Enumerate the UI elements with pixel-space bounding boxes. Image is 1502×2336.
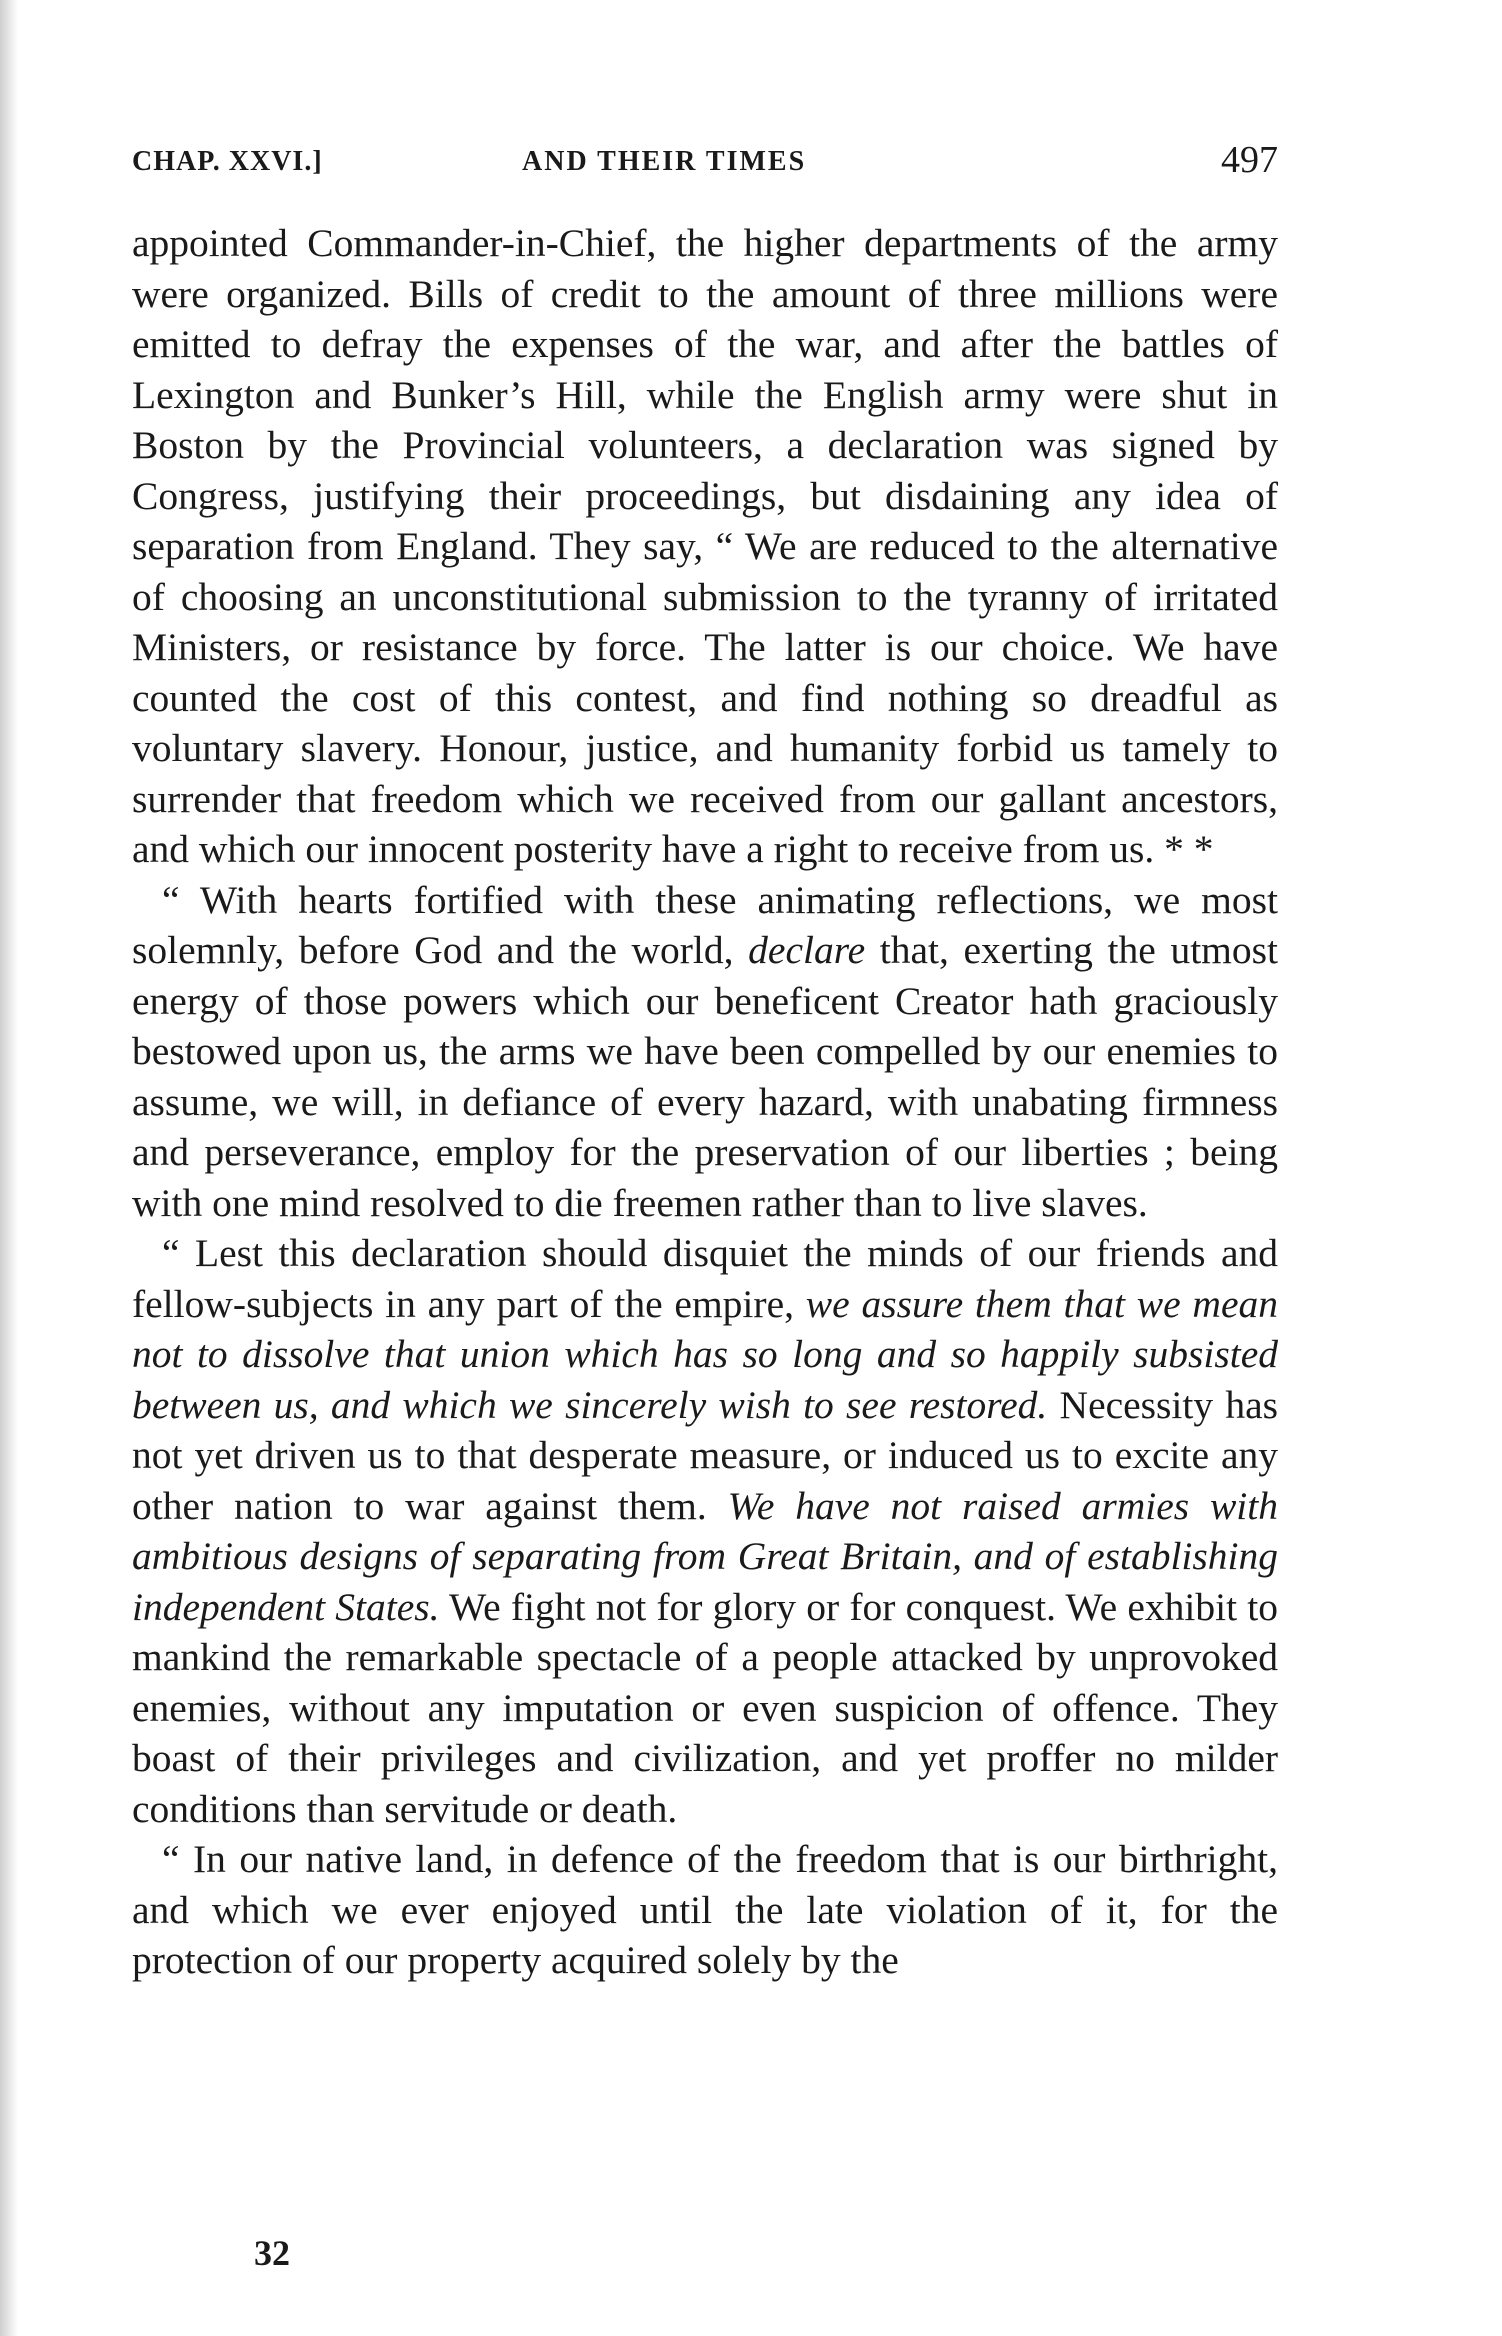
running-header: [132, 138, 1278, 188]
text-segment: “ In our native land, in defence of the freedom that is our birthright, and which we ever enjoyed until the late violation of it, for the protection of our property acquired solely by the: [132, 1837, 1278, 1982]
page-number: 497: [1221, 139, 1278, 181]
paragraph: [132, 1834, 1278, 1986]
paragraph: [132, 1228, 1278, 1834]
italic-text: We have not raised armies with ambitious designs of separating from Great Britain, and of establishing independent States.: [132, 1483, 1278, 1629]
text-segment: “ With hearts fortified with these animating reflections, we most solemnly, before God and the world,: [132, 877, 1278, 972]
body-text: [132, 218, 1278, 1986]
italic-text: we assure them that we mean not to dissolve that union which has so long and so happily subsisted between us, and which we sincerely wish to see restored.: [132, 1281, 1278, 1427]
text-segment: appointed Commander-in-Chief, the higher departments of the army were organized. Bills of credit to the amount of three millions were emitted to defray the expenses of the war, and after the battles of Lexington and Bunker’s Hill, while the English army were shut in Boston by the Provincial volunteers, a declaration was signed by Congress, justifying their proceedings, but disdaining any idea of separation from England. They say, “ We are reduced to the alternative of choosing an unconstitutional submission to the tyranny of irritated Ministers, or resistance by force. The latter is our choice. We have counted the cost of this contest, and find nothing so dreadful as voluntary slavery. Honour, justice, and humanity forbid us tamely to surrender that freedom which we received from our gallant ancestors, and which our innocent posterity have a right to receive from us. * *: [132, 221, 1278, 871]
italic-text: declare: [748, 928, 866, 972]
text-segment: “ Lest this declaration should disquiet the minds of our friends and fellow-subjects in any part of the empire,: [132, 1231, 1278, 1326]
paragraph: [132, 218, 1278, 875]
chapter-label: CHAP. XXVI.]: [132, 146, 323, 177]
text-segment: We fight not for glory or for conquest. We exhibit to mankind the remarkable spectacle of a people attacked by unprovoked enemies, without any imputation or even suspicion of offence. They boast of their privileges and civilization, and yet proffer no milder conditions than servitude or death.: [132, 1584, 1278, 1831]
running-title: AND THEIR TIMES: [522, 146, 807, 177]
paragraph: [132, 875, 1278, 1229]
text-segment: that, exerting the utmost energy of those powers which our beneficent Creator hath graciously bestowed upon us, the arms we have been compelled by our enemies to assume, we will, in defiance of every hazard, with unabating firmness and perseverance, employ for the preservation of our liberties ; being with one mind resolved to die freemen rather than to live slaves.: [132, 928, 1278, 1225]
scanned-page-edge: [0, 0, 18, 2336]
signature-mark: 32: [254, 2233, 290, 2273]
text-segment: Necessity has not yet driven us to that desperate measure, or induced us to excite any other nation to war against them.: [132, 1382, 1278, 1528]
